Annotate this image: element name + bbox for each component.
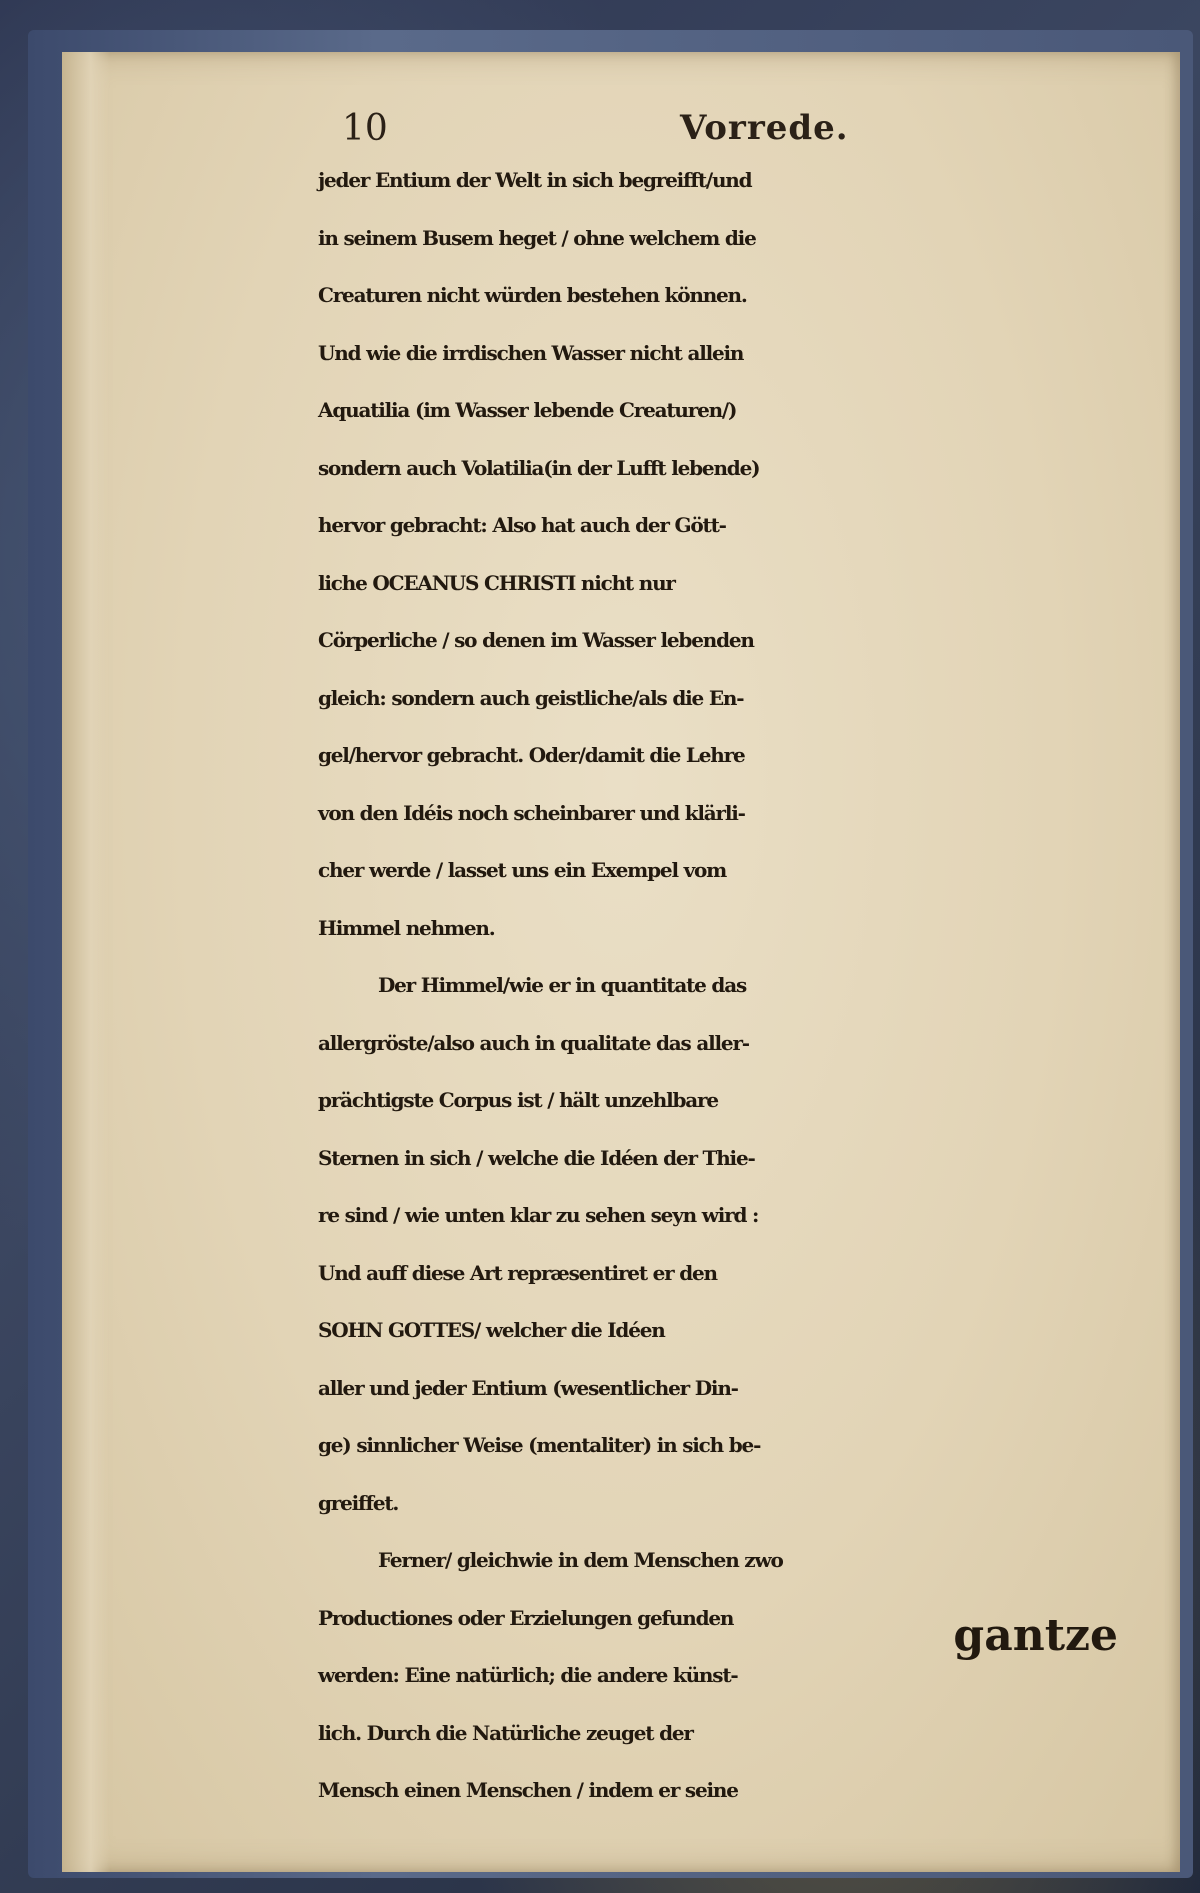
text-line: re sind / wie unten klar zu sehen seyn wird : [318, 1203, 759, 1227]
text-line: cher werde / lasset uns ein Exempel vom [318, 858, 727, 882]
page-gutter [62, 52, 110, 1872]
text-line: Sternen in sich / welche die Idéen der Thie- [318, 1145, 755, 1170]
text-line: Creaturen nicht würden bestehen können. [318, 283, 747, 307]
text-line: greiffet. [318, 1490, 399, 1515]
page-number: 10 [342, 108, 388, 149]
text-line: prächtigste Corpus ist / hält unzehlbare [318, 1088, 718, 1112]
text-block [318, 152, 1138, 1820]
text-line: Und auff diese Art repræsentiret er den [318, 1260, 717, 1285]
text-line: sondern auch Volatilia(in der Lufft lebende) [318, 455, 760, 480]
text-line-paragraph-start: Der Himmel/wie er in quantitate das [378, 973, 747, 997]
text-line: Himmel nehmen. [318, 915, 495, 940]
text-line: ge) sinnlicher Weise (mentaliter) in sich be- [318, 1433, 761, 1457]
text-line: Productiones oder Erzielungen gefunden [318, 1605, 734, 1630]
text-line: Mensch einen Menschen / indem er seine [318, 1778, 738, 1802]
text-line: liche OCEANUS CHRISTI nicht nur [318, 570, 675, 595]
text-line: Cörperliche / so denen im Wasser lebenden [318, 628, 754, 652]
text-line: jeder Entium der Welt in sich begreifft/und [318, 168, 752, 192]
text-line-paragraph-start: Ferner/ gleichwie in dem Menschen zwo [378, 1548, 783, 1572]
text-line: von den Idéis noch scheinbarer und klärli- [318, 800, 745, 825]
text-line: SOHN GOTTES/ welcher die Idéen [318, 1318, 665, 1342]
text-line: allergröste/also auch in qualitate das aller- [318, 1030, 749, 1055]
text-line: lich. Durch die Natürliche zeuget der [318, 1720, 693, 1745]
text-line: Und wie die irrdischen Wasser nicht allein [318, 340, 744, 365]
text-line: gel/hervor gebracht. Oder/damit die Lehre [318, 743, 745, 767]
catchword: gantze [953, 1610, 1118, 1661]
text-line: Aquatilia (im Wasser lebende Creaturen/) [318, 398, 737, 422]
text-line: in seinem Busem heget / ohne welchem die [318, 225, 756, 250]
text-line: werden: Eine natürlich; die andere künst- [318, 1663, 738, 1687]
running-title: Vorrede. [680, 108, 849, 148]
text-line: hervor gebracht: Also hat auch der Gött- [318, 513, 726, 537]
text-line: aller und jeder Entium (wesentlicher Din- [318, 1375, 738, 1400]
text-line: gleich: sondern auch geistliche/als die En- [318, 685, 744, 710]
running-head [0, 108, 1200, 152]
